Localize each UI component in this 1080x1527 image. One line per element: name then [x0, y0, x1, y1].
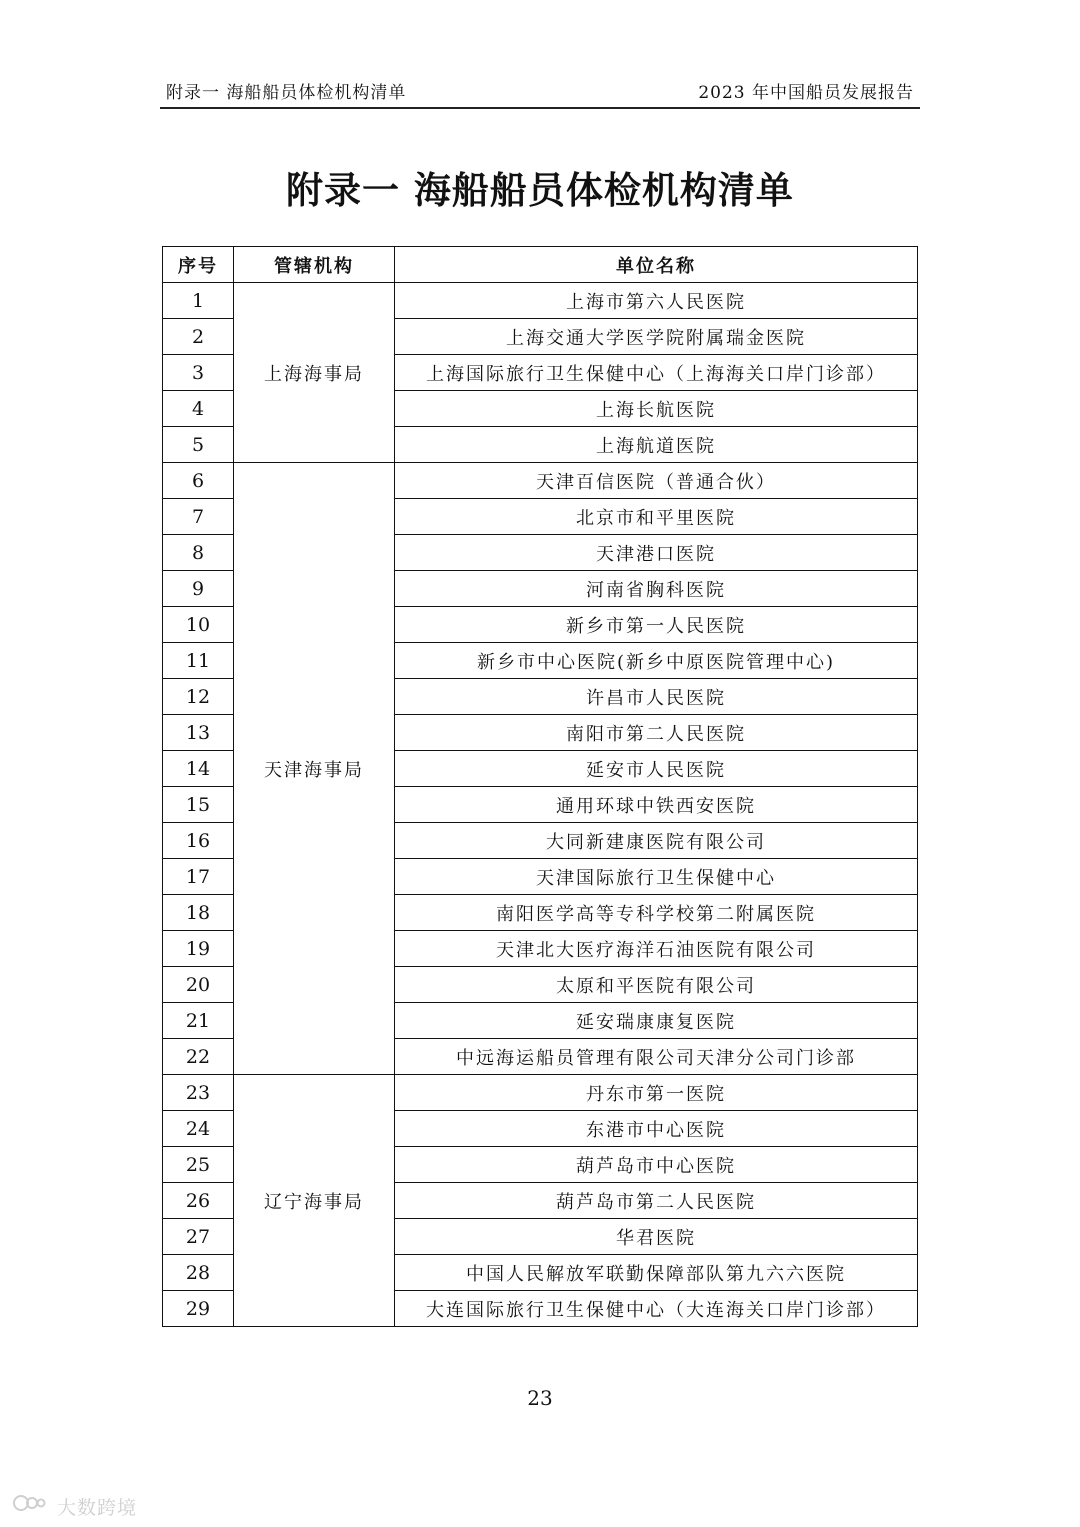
- row-number: 29: [163, 1291, 234, 1327]
- row-number: 26: [163, 1183, 234, 1219]
- column-header-unit-name: 单位名称: [395, 247, 918, 283]
- unit-name: 北京市和平里医院: [395, 499, 918, 535]
- unit-name: 上海航道医院: [395, 427, 918, 463]
- clinic-table: [162, 246, 918, 1327]
- running-header-report: 2023 年中国船员发展报告: [698, 83, 914, 103]
- table-body: [163, 283, 918, 1327]
- row-number: 16: [163, 823, 234, 859]
- row-number: 12: [163, 679, 234, 715]
- watermark-logo-icon: [12, 1492, 46, 1519]
- row-number: 10: [163, 607, 234, 643]
- table-header-row: [163, 247, 918, 283]
- row-number: 25: [163, 1147, 234, 1183]
- column-header-number: 序号: [163, 247, 234, 283]
- unit-name: 上海长航医院: [395, 391, 918, 427]
- unit-name: 东港市中心医院: [395, 1111, 918, 1147]
- unit-name: 新乡市中心医院(新乡中原医院管理中心): [395, 643, 918, 679]
- unit-name: 华君医院: [395, 1219, 918, 1255]
- unit-name: 延安瑞康康复医院: [395, 1003, 918, 1039]
- unit-name: 天津北大医疗海洋石油医院有限公司: [395, 931, 918, 967]
- row-number: 8: [163, 535, 234, 571]
- unit-name: 新乡市第一人民医院: [395, 607, 918, 643]
- row-number: 22: [163, 1039, 234, 1075]
- row-number: 20: [163, 967, 234, 1003]
- unit-name: 通用环球中铁西安医院: [395, 787, 918, 823]
- row-number: 18: [163, 895, 234, 931]
- authority-cell: 上海海事局: [234, 283, 395, 463]
- row-number: 9: [163, 571, 234, 607]
- unit-name: 大同新建康医院有限公司: [395, 823, 918, 859]
- unit-name: 南阳医学高等专科学校第二附属医院: [395, 895, 918, 931]
- watermark-text: 大数跨境: [57, 1497, 138, 1519]
- unit-name: 上海国际旅行卫生保健中心（上海海关口岸门诊部）: [395, 355, 918, 391]
- unit-name: 上海市第六人民医院: [395, 283, 918, 319]
- unit-name: 葫芦岛市中心医院: [395, 1147, 918, 1183]
- running-header-section: 附录一 海船船员体检机构清单: [166, 83, 407, 103]
- row-number: 5: [163, 427, 234, 463]
- unit-name: 延安市人民医院: [395, 751, 918, 787]
- watermark: [12, 1492, 137, 1520]
- row-number: 21: [163, 1003, 234, 1039]
- header-divider: [160, 107, 920, 109]
- running-header: [164, 76, 918, 104]
- authority-cell: 天津海事局: [234, 463, 395, 1075]
- unit-name: 南阳市第二人民医院: [395, 715, 918, 751]
- unit-name: 丹东市第一医院: [395, 1075, 918, 1111]
- table-row: [163, 463, 918, 499]
- row-number: 6: [163, 463, 234, 499]
- row-number: 14: [163, 751, 234, 787]
- row-number: 27: [163, 1219, 234, 1255]
- row-number: 24: [163, 1111, 234, 1147]
- unit-name: 中国人民解放军联勤保障部队第九六六医院: [395, 1255, 918, 1291]
- page-title: 附录一 海船船员体检机构清单: [286, 169, 794, 212]
- unit-name: 许昌市人民医院: [395, 679, 918, 715]
- row-number: 23: [163, 1075, 234, 1111]
- unit-name: 上海交通大学医学院附属瑞金医院: [395, 319, 918, 355]
- row-number: 3: [163, 355, 234, 391]
- unit-name: 太原和平医院有限公司: [395, 967, 918, 1003]
- row-number: 13: [163, 715, 234, 751]
- unit-name: 河南省胸科医院: [395, 571, 918, 607]
- column-header-authority: 管辖机构: [234, 247, 395, 283]
- unit-name: 天津国际旅行卫生保健中心: [395, 859, 918, 895]
- row-number: 28: [163, 1255, 234, 1291]
- unit-name: 天津港口医院: [395, 535, 918, 571]
- unit-name: 大连国际旅行卫生保健中心（大连海关口岸门诊部）: [395, 1291, 918, 1327]
- unit-name: 中远海运船员管理有限公司天津分公司门诊部: [395, 1039, 918, 1075]
- row-number: 19: [163, 931, 234, 967]
- row-number: 2: [163, 319, 234, 355]
- row-number: 17: [163, 859, 234, 895]
- page-number: 23: [527, 1386, 553, 1410]
- row-number: 4: [163, 391, 234, 427]
- row-number: 7: [163, 499, 234, 535]
- row-number: 11: [163, 643, 234, 679]
- unit-name: 天津百信医院（普通合伙）: [395, 463, 918, 499]
- row-number: 15: [163, 787, 234, 823]
- table-row: [163, 1075, 918, 1111]
- authority-cell: 辽宁海事局: [234, 1075, 395, 1327]
- unit-name: 葫芦岛市第二人民医院: [395, 1183, 918, 1219]
- table-row: [163, 283, 918, 319]
- row-number: 1: [163, 283, 234, 319]
